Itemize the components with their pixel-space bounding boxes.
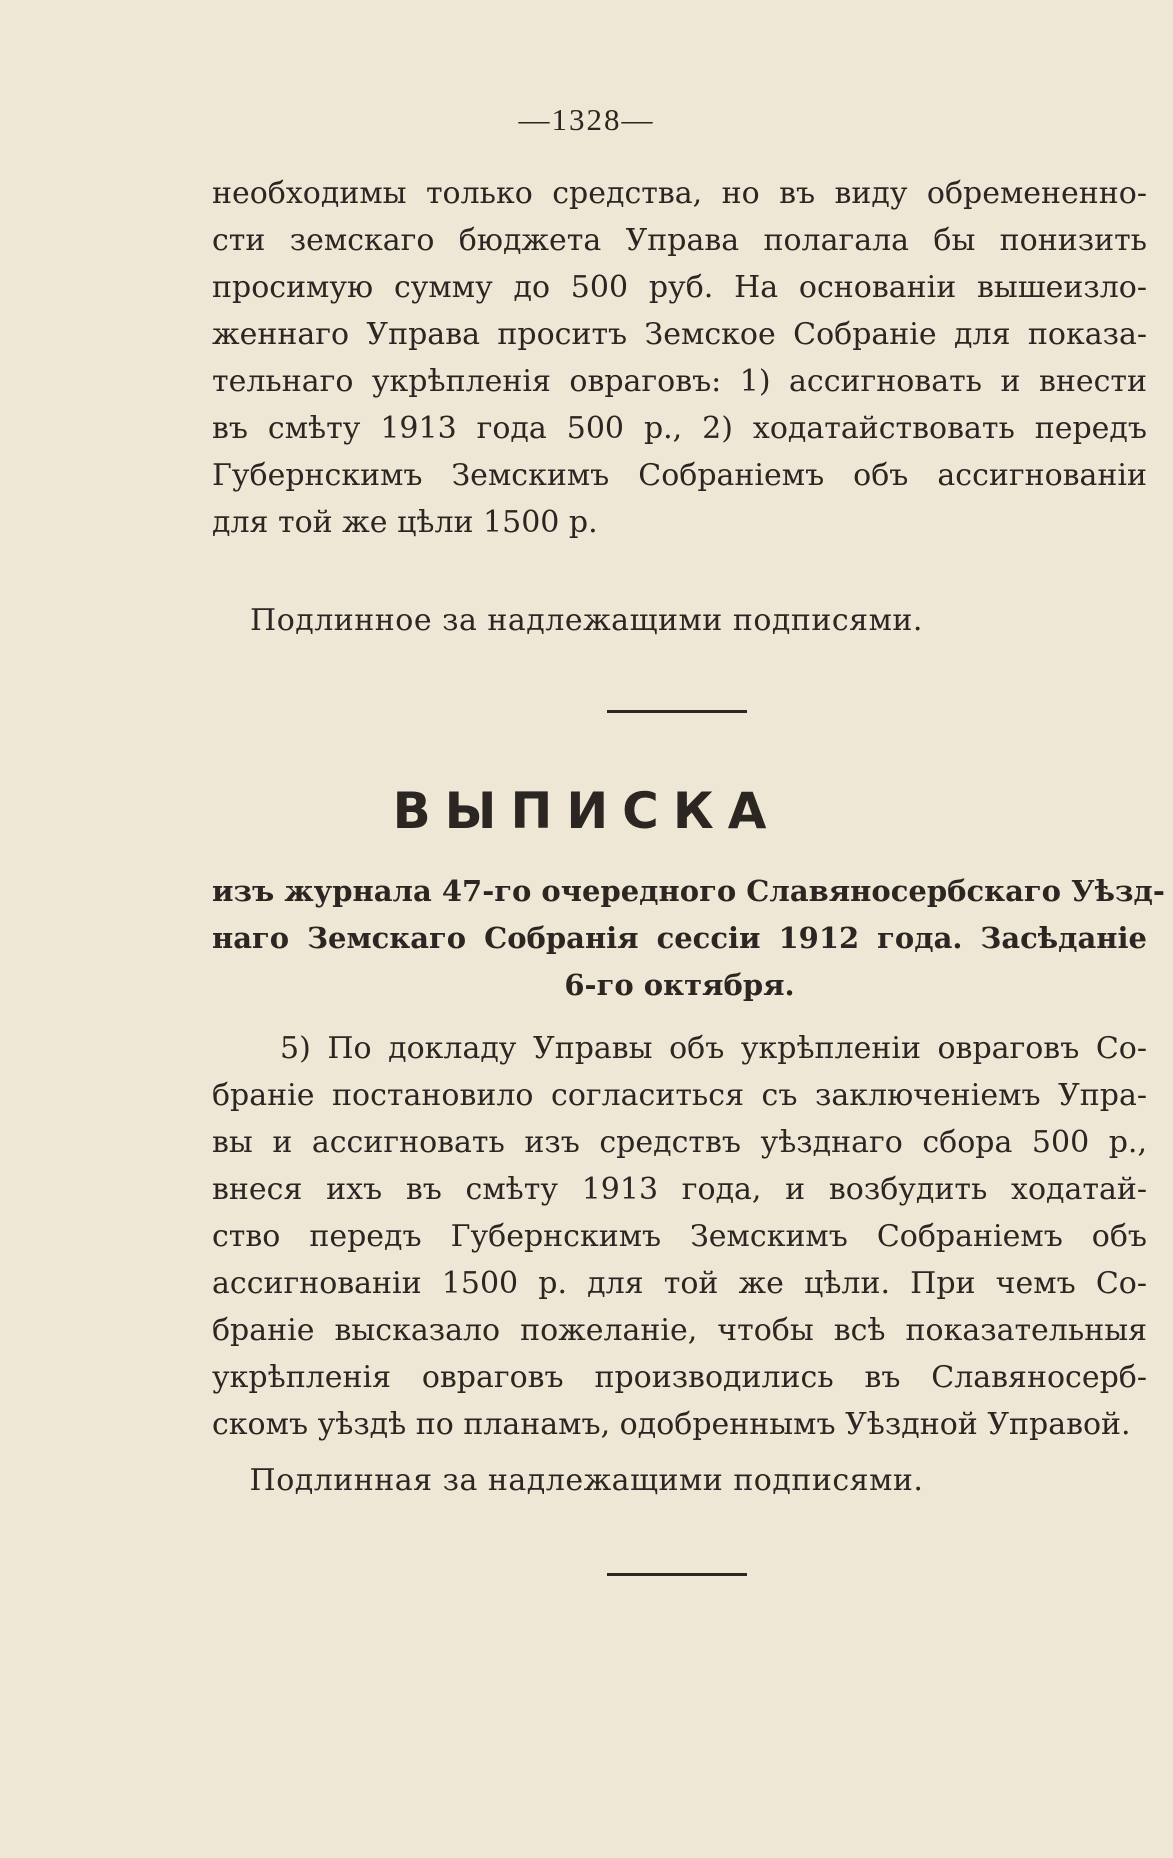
text-line: внеся ихъ въ смѣту 1913 года, и возбудить ходатай-	[212, 1172, 1147, 1207]
text-line: просимую сумму до 500 руб. На основаніи вышеизло-	[212, 270, 1147, 305]
page-number: —1328—	[518, 102, 655, 137]
text-line: въ смѣту 1913 года 500 р., 2) ходатайствовать передъ	[212, 411, 1147, 446]
subheading-line: 6-го октября.	[564, 968, 795, 1002]
divider-rule	[607, 1573, 747, 1576]
section-subheading	[212, 868, 1165, 1009]
text-line: браніе постановило согласиться съ заключеніемъ Упра-	[212, 1078, 1147, 1113]
text-line: вы и ассигновать изъ средствъ уѣзднаго сбора 500 р.,	[212, 1125, 1147, 1160]
text-line: для той же цѣли 1500 р.	[212, 505, 598, 540]
text-line: Губернскимъ Земскимъ Собраніемъ объ ассигнованіи	[212, 458, 1147, 493]
text-line: 5) По докладу Управы объ укрѣпленіи овраговъ Со-	[280, 1031, 1147, 1066]
signature-note-1: Подлинное за надлежащими подписями.	[250, 603, 923, 638]
text-line: браніе высказало пожеланіе, чтобы всѣ показательныя	[212, 1313, 1147, 1348]
text-line: ство передъ Губернскимъ Земскимъ Собраніемъ объ	[212, 1219, 1147, 1254]
paragraph-resolution	[212, 1025, 1147, 1448]
subheading-line: наго Земскаго Собранія сессіи 1912 года. Засѣданіе	[212, 921, 1147, 955]
text-line: ассигнованіи 1500 р. для той же цѣли. При чемъ Со-	[212, 1266, 1147, 1301]
text-line: укрѣпленія овраговъ производились въ Славяносерб-	[212, 1360, 1147, 1395]
subheading-line: изъ журнала 47-го очередного Славяносербскаго Уѣзд-	[212, 874, 1165, 908]
text-line: сти земскаго бюджета Управа полагала бы понизить	[212, 223, 1147, 258]
text-line: тельнаго укрѣпленія овраговъ: 1) ассигновать и внести	[212, 364, 1147, 399]
text-line: женнаго Управа проситъ Земское Собраніе для показа-	[212, 317, 1147, 352]
paragraph-proposal	[212, 170, 1147, 546]
signature-note-2: Подлинная за надлежащими подписями.	[249, 1463, 924, 1498]
text-line: необходимы только средства, но въ виду обремененно-	[212, 176, 1147, 211]
divider-rule	[607, 710, 747, 713]
section-heading: ВЫПИСКА	[392, 782, 781, 840]
text-line: скомъ уѣздѣ по планамъ, одобреннымъ Уѣздной Управой.	[212, 1407, 1131, 1442]
